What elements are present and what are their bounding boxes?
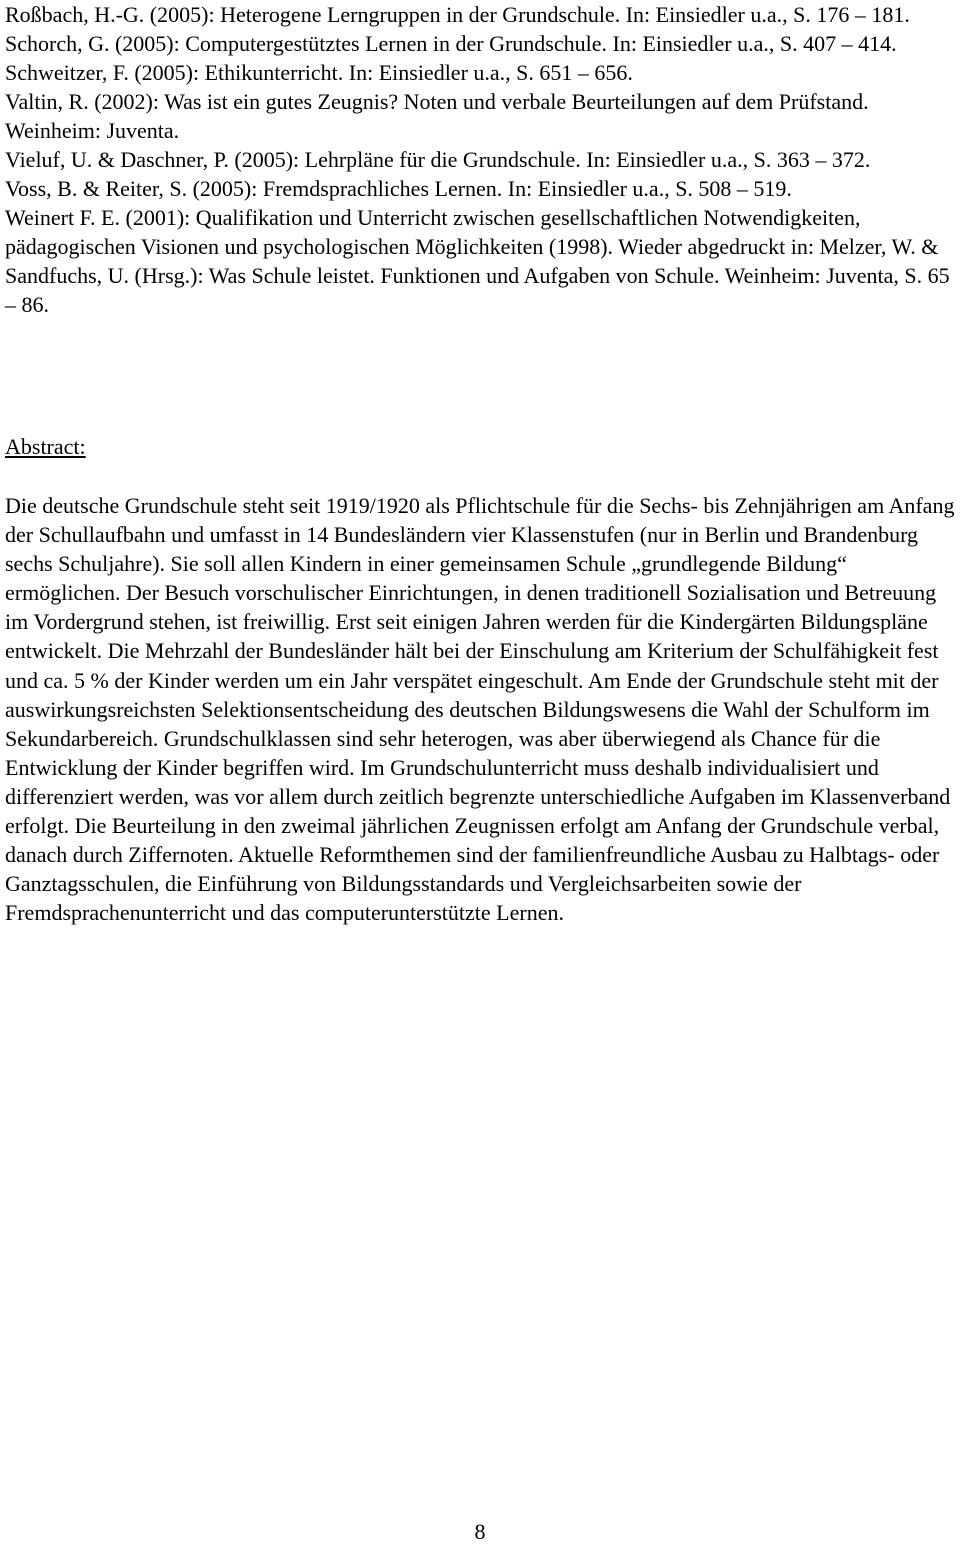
reference-entry-valtin: Valtin, R. (2002): Was ist ein gutes Zeugnis? Noten und verbale Beurteilungen auf dem Prüfstand. Weinheim: Juventa. [5, 89, 869, 143]
reference-entry-rossbach: Roßbach, H.-G. (2005): Heterogene Lerngruppen in der Grundschule. In: Einsiedler u.a., S. 176 – 181. [5, 2, 910, 27]
page-number: 8 [474, 1519, 486, 1544]
reference-entry-schweitzer: Schweitzer, F. (2005): Ethikunterricht. In: Einsiedler u.a., S. 651 – 656. [5, 60, 633, 85]
reference-list [5, 0, 960, 319]
reference-entry-voss: Voss, B. & Reiter, S. (2005): Fremdsprachliches Lernen. In: Einsiedler u.a., S. 508 – 519. [5, 176, 792, 201]
reference-entry-weinert: Weinert F. E. (2001): Qualifikation und Unterricht zwischen gesellschaftlichen Notwendigkeiten, pädagogischen Visionen und psychologischen Möglichkeiten (1998). Wieder abgedruckt in: Melzer, W. & Sandfuchs, U. (Hrsg.): Was Schule leistet. Funktionen und Aufgaben von Schule. Weinheim: Juventa, S. 65 – 86. [5, 205, 950, 317]
reference-entry-vieluf: Vieluf, U. & Daschner, P. (2005): Lehrpläne für die Grundschule. In: Einsiedler u.a., S. 363 – 372. [5, 147, 871, 172]
reference-entry-schorch: Schorch, G. (2005): Computergestütztes Lernen in der Grundschule. In: Einsiedler u.a., S. 407 – 414. [5, 31, 897, 56]
abstract-heading: Abstract: [5, 434, 86, 459]
abstract-body: Die deutsche Grundschule steht seit 1919/1920 als Pflichtschule für die Sechs- bis Zehnjährigen am Anfang der Schullaufbahn und umfasst in 14 Bundesländern vier Klassenstufen (nur in Berlin und Brandenburg sechs Schuljahre). Sie soll allen Kindern in einer gemeinsamen Schule „grundlegende Bildung“ ermöglichen. Der Besuch vorschulischer Einrichtungen, in denen traditionell Sozialisation und Betreuung im Vordergrund stehen, ist freiwillig. Erst seit einigen Jahren werden für die Kindergärten Bildungspläne entwickelt. Die Mehrzahl der Bundesländer hält bei der Einschulung am Kriterium der Schulfähigkeit fest und ca. 5 % der Kinder werden um ein Jahr verspätet eingeschult. Am Ende der Grundschule steht mit der auswirkungsreichsten Selektionsentscheidung des deutschen Bildungswesens die Wahl der Schulform im Sekundarbereich. Grundschulklassen sind sehr heterogen, was aber überwiegend als Chance für die Entwicklung der Kinder begriffen wird. Im Grundschulunterricht muss deshalb individualisiert und differenziert werden, was vor allem durch zeitlich begrenzte unterschiedliche Aufgaben im Klassenverband erfolgt. Die Beurteilung in den zweimal jährlichen Zeugnissen erfolgt am Anfang der Grundschule verbal, danach durch Ziffernoten. Aktuelle Reformthemen sind der familienfreundliche Ausbau zu Halbtags- oder Ganztagsschulen, die Einführung von Bildungsstandards und Vergleichsarbeiten sowie der Fremdsprachenunterricht und das computerunterstützte Lernen. [5, 493, 955, 926]
